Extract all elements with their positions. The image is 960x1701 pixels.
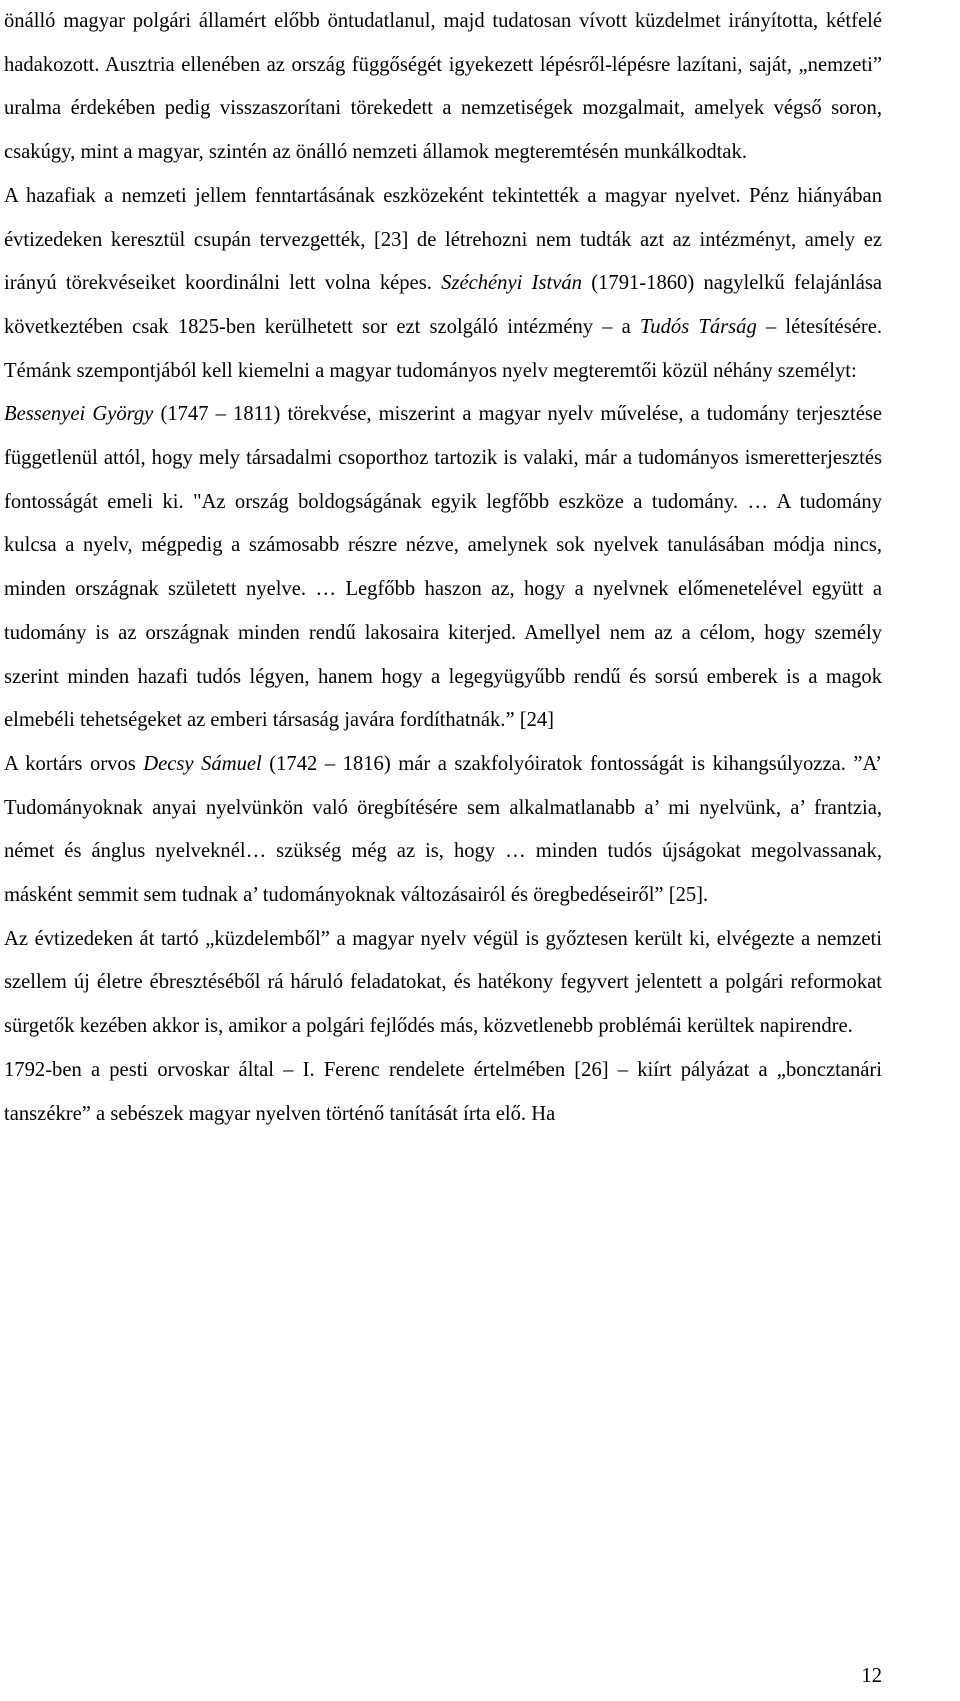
paragraph-3 (4, 393, 882, 743)
paragraph-2-text-c: – létesítésére. Témánk szempontjából kell kiemelni a magyar tudományos nyelv megteremtői közül néhány személyt: (4, 315, 882, 382)
paragraph-2-text-a: A hazafiak a nemzeti jellem fenntartásának eszközeként tekintették a magyar nyelvet. Pénz hiányában évtizedeken keresztül csupán tervezgették, [23] de létrehozni nem tudták azt az intézményt, amely ez irányú törekvéseiket koordinálni lett volna képes. (4, 184, 882, 295)
institution-name-tudos-tarsag: Tudós Társág (639, 315, 757, 338)
person-name-decsy: Decsy Sámuel (143, 752, 262, 775)
document-body (4, 0, 882, 1136)
paragraph-1-text: önálló magyar polgári államért előbb öntudatlanul, majd tudatosan vívott küzdelmet irányította, kétfelé hadakozott. Ausztria ellenében az ország függőségét igyekezett lépésről-lépésre lazítani, saját, „nemzeti” uralma érdekében pedig visszaszorítani törekedett a nemzetiségek mozgalmait, amelyek végső soron, csakúgy, mint a magyar, szintén az önálló nemzeti államok megteremtésén munkálkodtak. (4, 10, 882, 164)
paragraph-4 (4, 743, 882, 918)
paragraph-5 (4, 918, 882, 1049)
person-name-bessenyei: Bessenyei György (4, 403, 154, 426)
paragraph-5-text: Az évtizedeken át tartó „küzdelemből” a magyar nyelv végül is győztesen került ki, elvégezte a nemzeti szellem új életre ébresztéséből rá háruló feladatokat, és hatékony fegyvert jelentett a polgári reformokat sürgetők kezében akkor is, amikor a polgári fejlődés más, közvetlenebb problémái kerültek napirendre. (4, 927, 882, 1038)
paragraph-2 (4, 175, 882, 394)
person-name-szechenyi: Széchényi István (441, 272, 582, 295)
paragraph-4-text-a: A kortárs orvos (4, 752, 144, 775)
paragraph-4-text-b: (1742 – 1816) már a szakfolyóiratok fontosságát is kihangsúlyozza. ”A’ Tudományoknak anyai nyelvünkön való öregbítésére sem alkalmatlanabb a’ mi nyelvünk, a’ frantzia, német és ánglus nyelveknél… szükség még az is, hogy … minden tudós újságokat megolvassanak, másként semmit sem tudnak a’ tudományoknak változásairól és öregbedéseiről” [25]. (4, 752, 882, 907)
paragraph-1 (4, 0, 882, 175)
paragraph-2-text-b: (1791-1860) nagylelkű felajánlása következtében csak 1825-ben kerülhetett sor ezt szolgáló intézmény – a (4, 272, 883, 338)
paragraph-6 (4, 1049, 882, 1136)
page-number: 12 (861, 1665, 882, 1687)
paragraph-6-text: 1792-ben a pesti orvoskar által – I. Ferenc rendelete értelmében [26] – kiírt pályázat a „boncztanári tanszékre” a sebészek magyar nyelven történő tanítását írta elő. Ha (4, 1058, 882, 1125)
paragraph-3-text: (1747 – 1811) törekvése, miszerint a magyar nyelv művelése, a tudomány terjesztése függetlenül attól, hogy mely társadalmi csoporthoz tartozik is valaki, már a tudományos ismeretterjesztés fontosságát emeli ki. "Az ország boldogságának egyik legfőbb eszköze a tudomány. … A tudomány kulcsa a nyelv, mégpedig a számosabb részre nézve, amelynek sok nyelvek tanulásában módja nincs, minden országnak született nyelve. … Legfőbb haszon az, hogy a nyelvnek előmenetelével együtt a tudomány is az országnak minden rendű lakosaira kiterjed. Amellyel nem az a célom, hogy személy szerint minden hazafi tudós légyen, hanem hogy a legegyügyűbb rendű és sorsú emberek is a magok elmebéli tehetségeket az emberi társaság javára fordíthatnák.” [24] (4, 403, 882, 732)
